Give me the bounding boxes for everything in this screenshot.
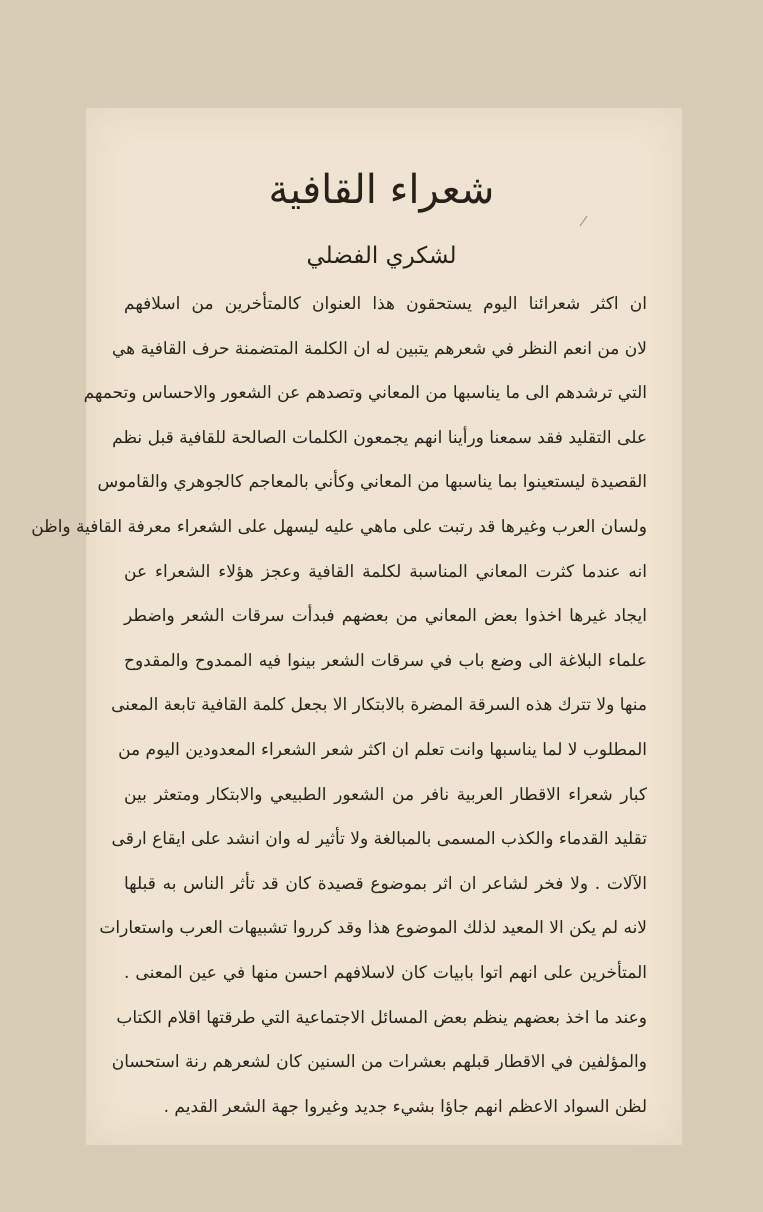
text-line: القصيدة ليستعينوا بما يناسبها من المعاني وكأني بالمعاجم كالجوهري والقاموس <box>97 472 647 493</box>
text-line: انه عندما كثرت المعاني المناسبة لكلمة القافية وعجز هؤلاء الشعراء عن <box>124 561 647 582</box>
body-text <box>31 282 647 1129</box>
text-line: والمؤلفين في الاقطار قبلهم بعشرات من السنين كان لشعرهم رنة استحسان <box>111 1052 647 1073</box>
text-line: ايجاد غيرها اخذوا بعض المعاني من بعضهم فبدأت سرقات الشعر واضطر <box>124 606 647 627</box>
text-line: المطلوب لا لما يناسبها وانت تعلم ان اكثر شعر الشعراء المعدودين اليوم من <box>118 739 647 760</box>
text-line: تقليد القدماء والكذب المسمى بالمبالغة ولا تأثير له وان انشد على ايقاع ارقى <box>111 829 647 850</box>
text-line: المتأخرين على انهم اتوا بابيات كان لاسلافهم احسن منها في عين المعنى . <box>124 962 647 983</box>
text-line: لانه لم يكن الا المعيد لذلك الموضوع هذا وقد كرروا تشبيهات العرب واستعارات <box>99 918 647 939</box>
text-line: ولسان العرب وغيرها قد رتبت على ماهي عليه ليسهل على الشعراء معرفة القافية واظن <box>31 516 647 537</box>
text-line: التي ترشدهم الى ما يناسبها من المعاني وتصدهم عن الشعور والاحساس وتحمهم <box>83 383 647 404</box>
text-line: وعند ما اخذ بعضهم ينظم بعض المسائل الاجتماعية التي طرقتها اقلام الكتاب <box>116 1007 647 1028</box>
document-title: شعراء القافية <box>268 167 495 213</box>
document-author: لشكري الفضلي <box>306 243 457 269</box>
text-line: ان اكثر شعرائنا اليوم يستحقون هذا العنوان كالمتأخرين من اسلافهم <box>124 294 647 314</box>
text-line: الآلات . ولا فخر لشاعر ان اثر بموضوع قصيدة كان قد تأثر الناس به قبلها <box>124 873 647 894</box>
text-line: علماء البلاغة الى وضع باب في سرقات الشعر بينوا فيه الممدوح والمقدوح <box>124 650 647 671</box>
text-line: كبار شعراء الاقطار العربية نافر من الشعور الطبيعي والابتكار ومتعثر بين <box>124 784 647 805</box>
text-line: لان من انعم النظر في شعرهم يتبين له ان الكلمة المتضمنة حرف القافية هي <box>111 338 647 359</box>
text-line: على التقليد فقد سمعنا ورأينا انهم يجمعون الكلمات الصالحة للقافية قبل نظم <box>112 427 647 448</box>
text-line: لظن السواد الاعظم انهم جاؤا بشيء جديد وغيروا جهة الشعر القديم . <box>163 1096 647 1117</box>
text-line: منها ولا تترك هذه السرقة المضرة بالابتكار الا بجعل كلمة القافية تابعة المعنى <box>111 695 647 716</box>
